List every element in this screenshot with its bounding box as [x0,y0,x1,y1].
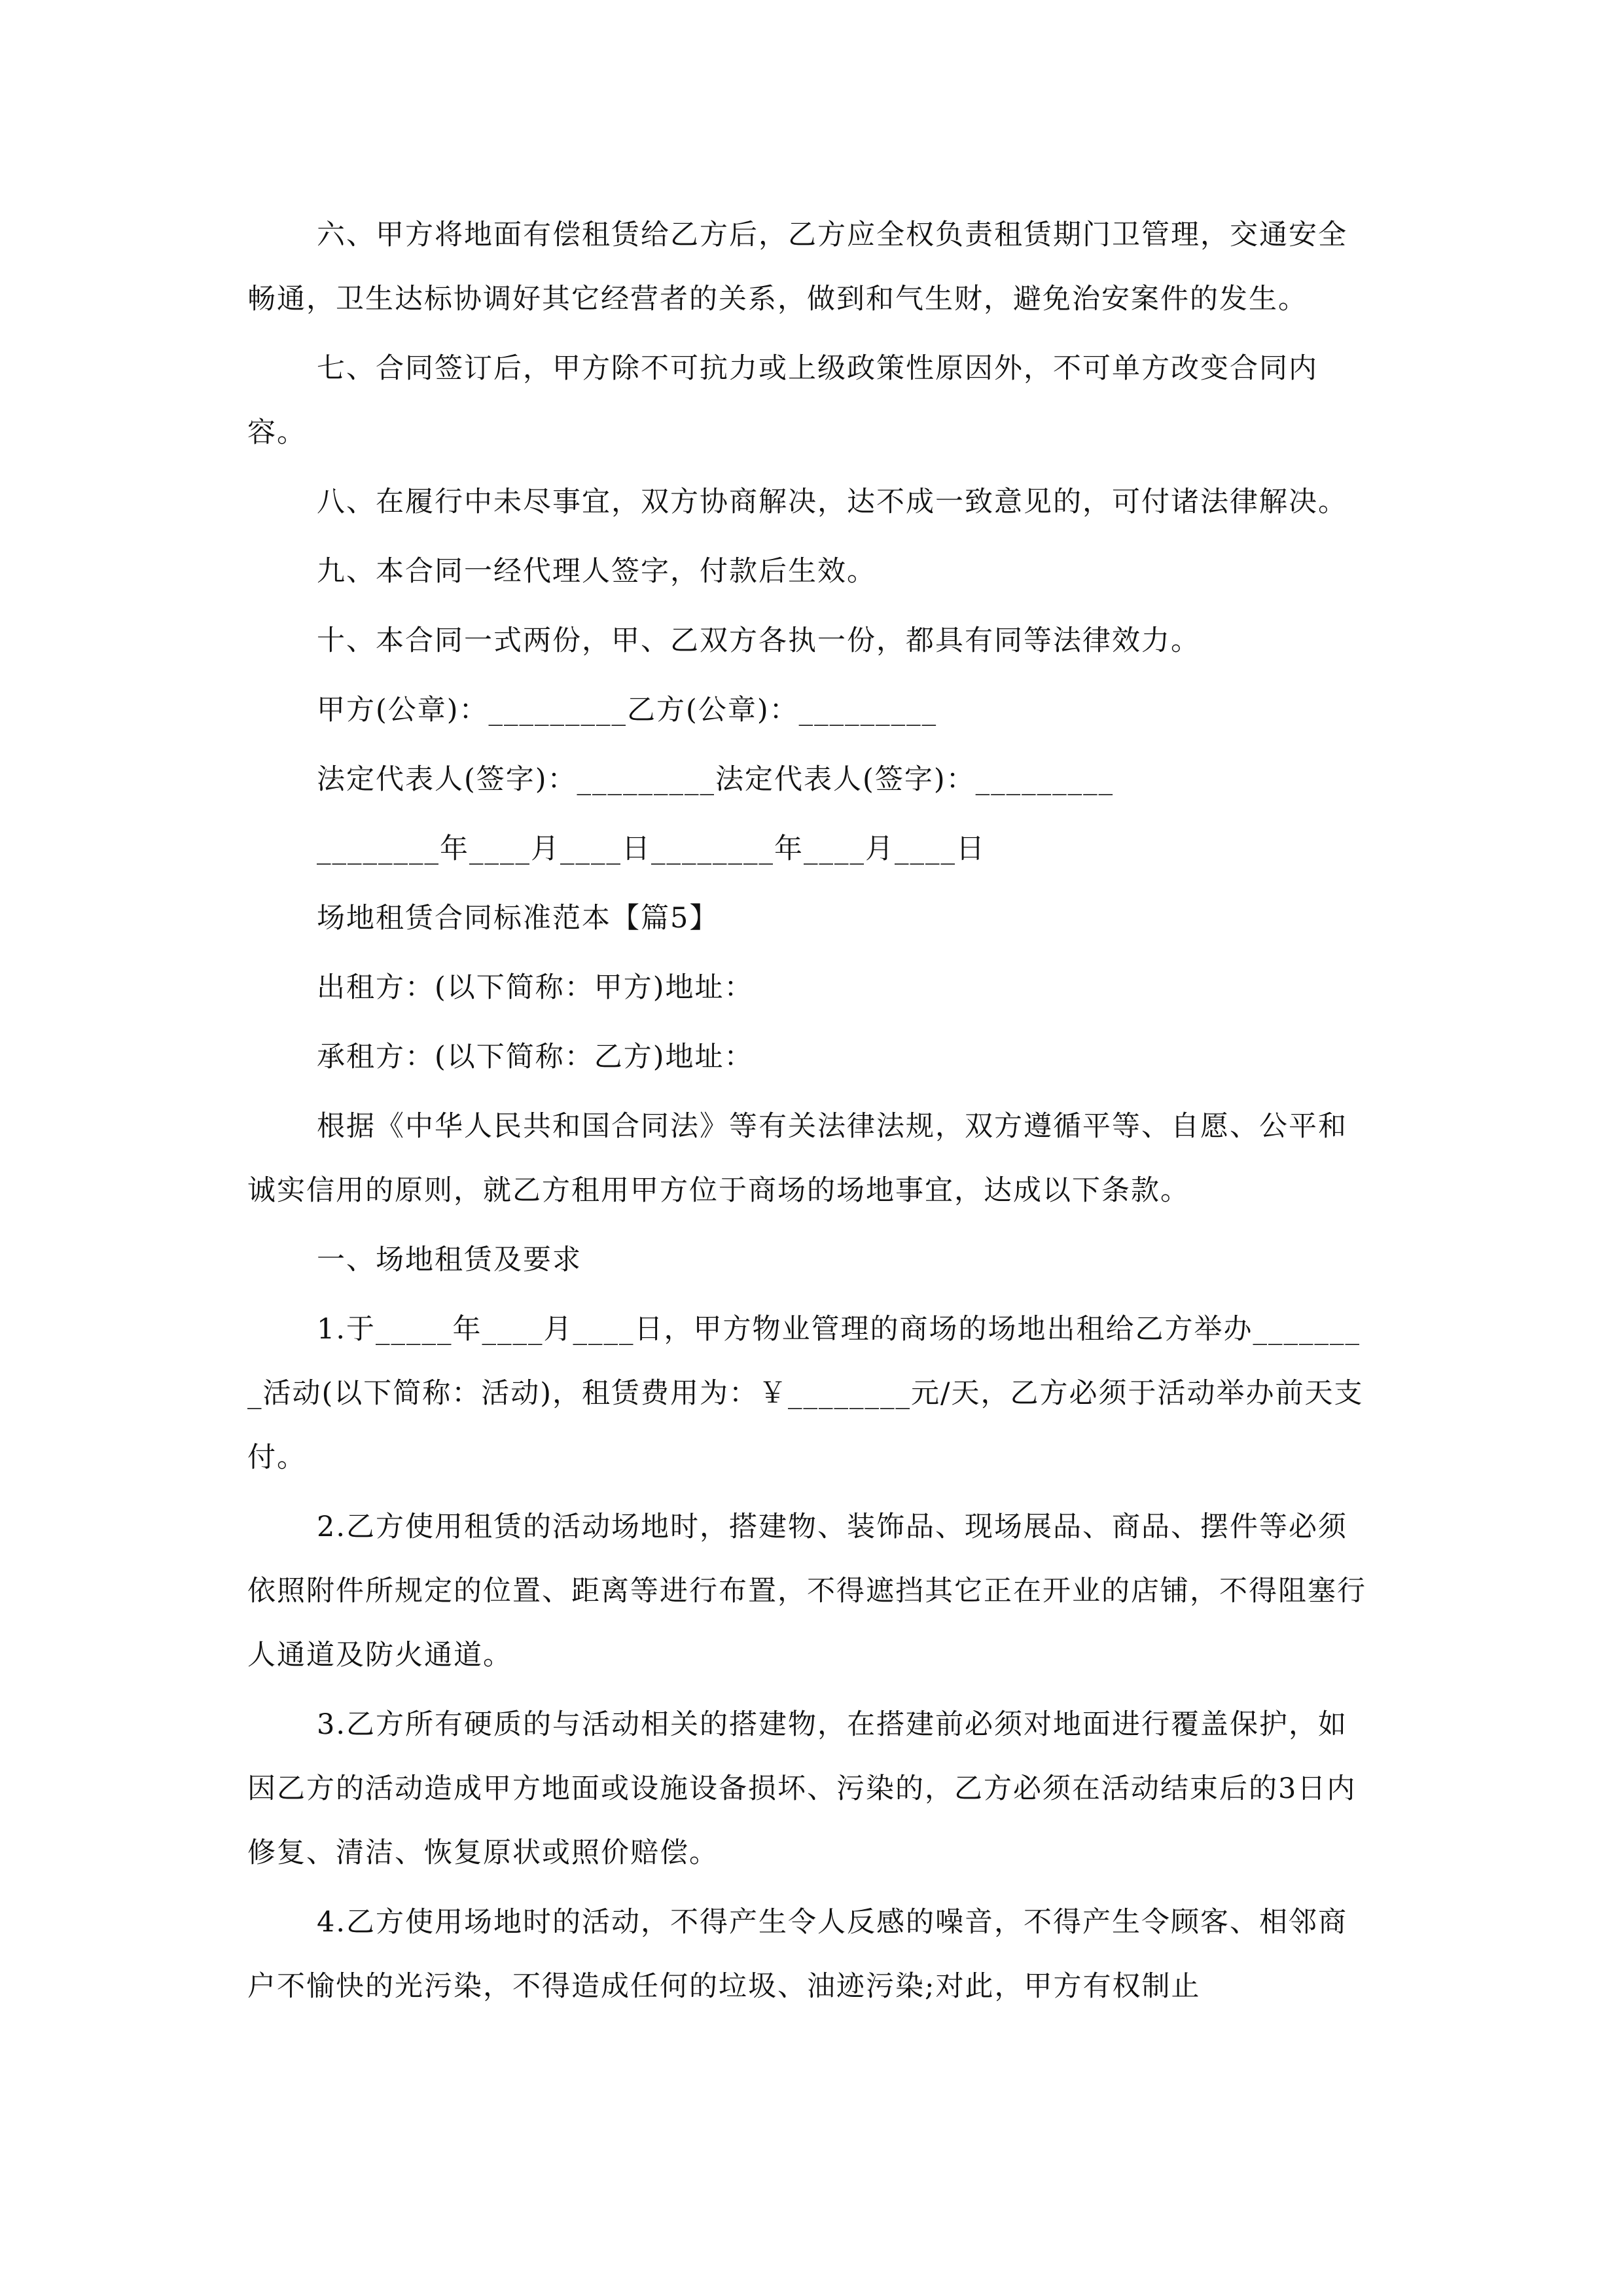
clause-6: 六、甲方将地面有偿租赁给乙方后，乙方应全权负责租赁期门卫管理，交通安全畅通，卫生达标协调好其它经营者的关系，做到和气生财，避免治安案件的发生。 [247,219,1347,315]
clause-8: 八、在履行中未尽事宜，双方协商解决，达不成一致意见的，可付诸法律解决。 [317,486,1347,518]
lessor-line: 出租方：(以下简称：甲方)地址： [317,971,754,1004]
item-2: 2.乙方使用租赁的活动场地时，搭建物、装饰品、现场展品、商品、摆件等必须依照附件所规定的位置、距离等进行布置，不得遮挡其它正在开业的店铺，不得阻塞行人通道及防火通道。 [247,1511,1366,1672]
clause-10: 十、本合同一式两份，甲、乙双方各执一份，都具有同等法律效力。 [317,624,1200,657]
clause-9: 九、本合同一经代理人签字，付款后生效。 [317,555,876,588]
section-title: 场地租赁合同标准范本【篇5】 [317,902,719,935]
article-1-heading: 一、场地租赁及要求 [317,1244,582,1276]
lessee-line: 承租方：(以下简称：乙方)地址： [317,1041,754,1073]
preamble: 根据《中华人民共和国合同法》等有关法律法规，双方遵循平等、自愿、公平和诚实信用的原则，就乙方租用甲方位于商场的场地事宜，达成以下条款。 [247,1110,1347,1207]
clause-7: 七、合同签订后，甲方除不可抗力或上级政策性原因外，不可单方改变合同内容。 [247,352,1318,449]
signature-seal-line: 甲方(公章)：_________乙方(公章)：_________ [317,694,938,726]
item-4: 4.乙方使用场地时的活动，不得产生令人反感的噪音，不得产生令顾客、相邻商户不愉快的光污染，不得造成任何的垃圾、油迹污染;对此，甲方有权制止 [247,1906,1348,2003]
item-3: 3.乙方所有硬质的与活动相关的搭建物，在搭建前必须对地面进行覆盖保护，如因乙方的活动造成甲方地面或设施设备损坏、污染的，乙方必须在活动结束后的3日内修复、清洁、恢复原状或照价赔偿。 [247,1708,1357,1869]
signature-date-line: ________年____月____日________年____月____日 [317,833,986,865]
signature-representative-line: 法定代表人(签字)：_________法定代表人(签字)：_________ [317,763,1115,796]
document-body [247,203,1374,2024]
item-1: 1.于_____年____月____日，甲方物业管理的商场的场地出租给乙方举办________活动(以下简称：活动)，租赁费用为：￥________元/天，乙方必须于活动举办前天支付。 [247,1313,1364,1474]
